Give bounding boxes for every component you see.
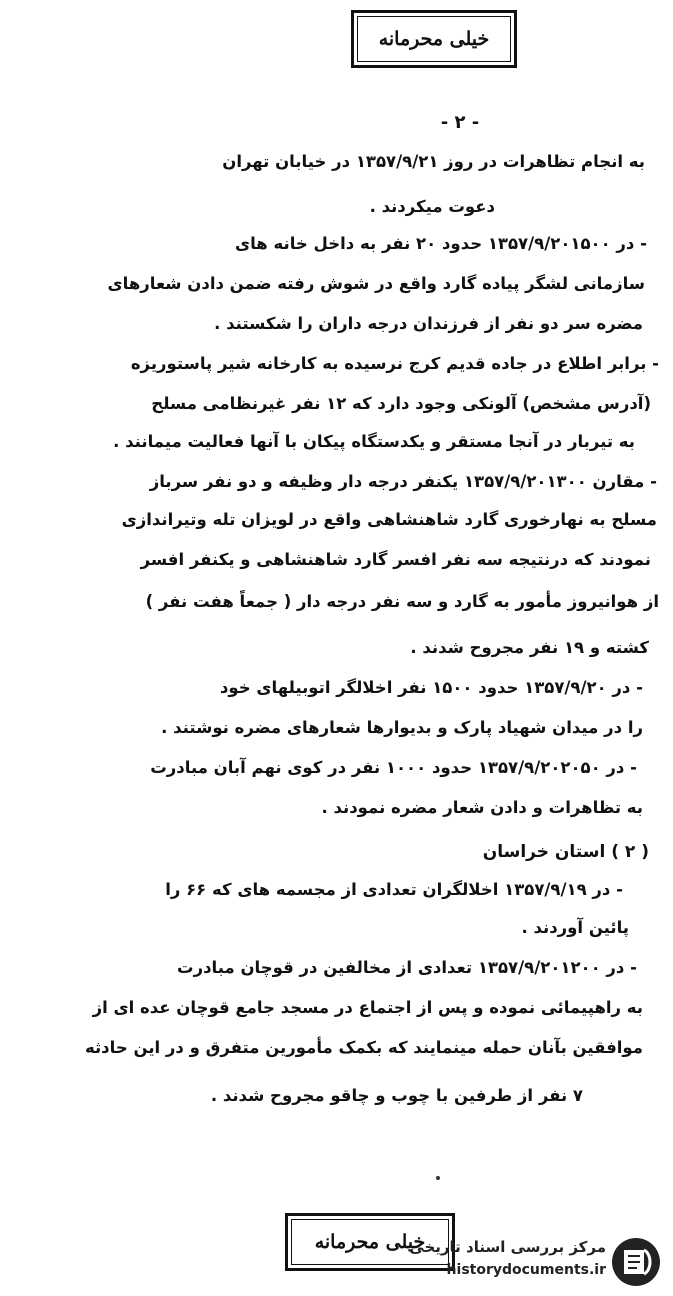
text-line-1: به انجام تظاهرات در روز ۱۳۵۷/۹/۲۱ در خیابان تهران <box>222 152 645 171</box>
text-line-7: (آدرس مشخص) آلونکی وجود دارد که ۱۲ نفر غیرنظامی مسلح <box>151 394 651 413</box>
text-line-19: پائین آوردند . <box>521 918 629 937</box>
watermark <box>396 1232 668 1290</box>
text-line-4: سازمانی لشگر پیاده گارد واقع در شوش رفته ضمن دادن شعارهای <box>107 274 645 293</box>
text-line-5: مضره سر دو نفر از فرزندان درجه داران را شکستند . <box>214 314 643 333</box>
text-line-21: به راهپیمائی نموده و پس از اجتماع در مسجد جامع قوچان عده ای از <box>92 998 643 1017</box>
text-line-15: را در میدان شهیاد پارک و بدیوارها شعارهای مضره نوشتند . <box>161 718 643 737</box>
text-line-3: - در ۱۳۵۷/۹/۲۰۱۵۰۰ حدود ۲۰ نفر به داخل خانه های <box>234 234 647 253</box>
text-line-22: موافقین بآنان حمله مینمایند که بکمک مأمورین متفرق و در این حادثه <box>84 1038 643 1057</box>
text-line-2: دعوت میکردند . <box>369 197 495 216</box>
page-number: - ۲ - <box>440 112 480 133</box>
history-documents-logo-icon <box>610 1236 662 1288</box>
text-line-20: - در ۱۳۵۷/۹/۲۰۱۲۰۰ تعدادی از مخالفین در قوچان مبادرت <box>177 958 637 977</box>
classification-stamp-top <box>351 10 517 68</box>
text-line-11: نمودند که درنتیجه سه نفر افسر گارد شاهنشاهی و یکنفر افسر <box>140 550 651 569</box>
watermark-url: historydocuments.ir <box>446 1262 606 1278</box>
text-line-6: - برابر اطلاع در جاده قدیم کرج نرسیده به کارخانه شیر پاستوریزه <box>130 354 659 373</box>
text-line-23: ۷ نفر از طرفین با چوب و چاقو مجروح شدند . <box>210 1086 583 1105</box>
stray-mark <box>436 1176 440 1180</box>
section-heading-khorasan: ( ۲ ) استان خراسان <box>482 842 649 862</box>
text-line-16: - در ۱۳۵۷/۹/۲۰۲۰۵۰ حدود ۱۰۰۰ نفر در کوی نهم آبان مبادرت <box>150 758 637 777</box>
watermark-text: مرکز بررسی اسناد تاریخی <box>409 1238 606 1256</box>
classification-stamp-top-text: خیلی محرمانه <box>357 16 511 62</box>
text-line-18: - در ۱۳۵۷/۹/۱۹ اخلالگران تعدادی از مجسمه های که ۶۶ را <box>165 880 623 899</box>
text-line-10: مسلح به نهارخوری گارد شاهنشاهی واقع در لویزان تله وتیراندازی <box>121 510 657 529</box>
text-line-12: از هوانیروز مأمور به گارد و سه نفر درجه دار ( جمعاً هفت نفر ) <box>145 592 659 611</box>
text-line-14: - در ۱۳۵۷/۹/۲۰ حدود ۱۵۰۰ نفر اخلالگر اتوبیلهای خود <box>219 678 643 697</box>
text-line-17: به تظاهرات و دادن شعار مضره نمودند . <box>321 798 643 817</box>
classification-stamp-bottom-text: خیلی محرمانه <box>291 1219 449 1265</box>
text-line-8: به تیربار در آنجا مستقر و یکدستگاه پیکان با آنها فعالیت میمانند . <box>113 432 635 451</box>
text-line-13: کشته و ۱۹ نفر مجروح شدند . <box>410 638 649 657</box>
text-line-9: - مقارن ۱۳۵۷/۹/۲۰۱۳۰۰ یکنفر درجه دار وظیفه و دو نفر سرباز <box>149 472 657 491</box>
